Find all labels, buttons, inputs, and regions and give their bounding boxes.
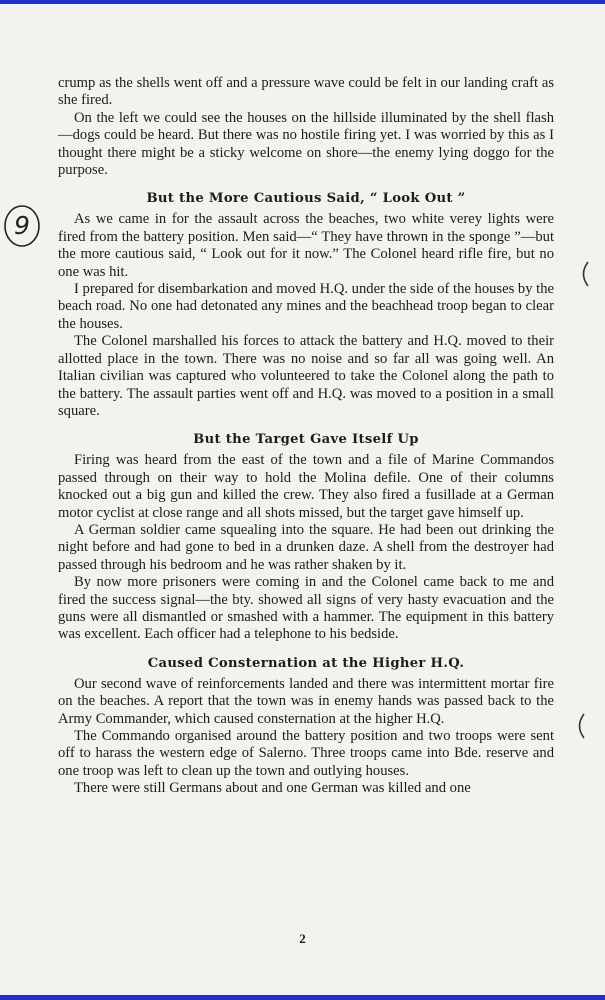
section-heading: But the More Cautious Said, “ Look Out ” xyxy=(146,191,466,207)
paragraph: By now more prisoners were coming in and the Colonel came back to me and fired the success signal—the bty. showed all signs of very hasty evacuation and the guns were all dismantled or smashed with a hammer. The equipment in this battery was excellent. Each officer had a telephone to his bedside. xyxy=(58,574,554,643)
section-heading: Caused Consternation at the Higher H.Q. xyxy=(147,655,465,671)
margin-bracket-icon xyxy=(578,260,590,288)
paragraph: There were still Germans about and one German was killed and one xyxy=(74,780,471,797)
paragraph: A German soldier came squealing into the square. He had been out drinking the night before and had gone to bed in a drunken daze. A shell from the destroyer had passed through his bedroom and he was rather shaken by it. xyxy=(58,521,554,573)
handwritten-circled-number xyxy=(2,203,42,249)
page-body xyxy=(58,75,554,798)
annotation-number: 9 xyxy=(14,211,30,240)
paragraph: crump as the shells went off and a pressure wave could be felt in our landing craft as she fired. xyxy=(58,75,554,109)
paragraph: The Colonel marshalled his forces to attack the battery and H.Q. moved to their allotted place in the town. There was no noise and so far all was going well. An Italian civilian was captured who volunteered to take the Colonel along the path to the battery. The assault parties went off and H.Q. was moved to a position in a small square. xyxy=(58,333,554,419)
paragraph: On the left we could see the houses on the hillside illuminated by the shell flash—dogs could be heard. But there was no hostile firing yet. I was worried by this as I thought there might be a sticky welcome on shore—the enemy lying doggo for the purpose. xyxy=(58,109,554,179)
section-heading: But the Target Gave Itself Up xyxy=(193,432,419,448)
scan-edge-bottom xyxy=(0,995,605,1000)
paragraph: Our second wave of reinforcements landed and there was intermittent mortar fire on the beaches. A report that the town was in enemy hands was passed back to the Army Commander, which caused consternation at the higher H.Q. xyxy=(58,675,554,727)
margin-bracket-icon xyxy=(574,712,586,740)
paragraph: Firing was heard from the east of the town and a file of Marine Commandos passed through on their way to hold the Molina defile. One of their columns knocked out a big gun and killed the crew. They also fired a fusillade at a German motor cyclist at close range and all shots missed, but the target gave himself up. xyxy=(58,452,554,521)
page-number: 2 xyxy=(299,931,306,946)
paragraph: The Commando organised around the battery position and two troops were sent off to harass the western edge of Salerno. Three troops came into Bde. reserve and one troop was left to clean up the town and outlying houses. xyxy=(58,728,554,779)
paragraph: I prepared for disembarkation and moved H.Q. under the side of the houses by the beach road. No one had detonated any mines and the beachhead troop began to clear the houses. xyxy=(58,281,554,332)
paragraph: As we came in for the assault across the beaches, two white verey lights were fired from the battery position. Men said—“ They have thrown in the sponge ”—but the more cautious said, “ Look out for it now.” The Colonel heard rifle fire, but no one was hit. xyxy=(58,211,554,280)
scan-edge-top xyxy=(0,0,605,4)
